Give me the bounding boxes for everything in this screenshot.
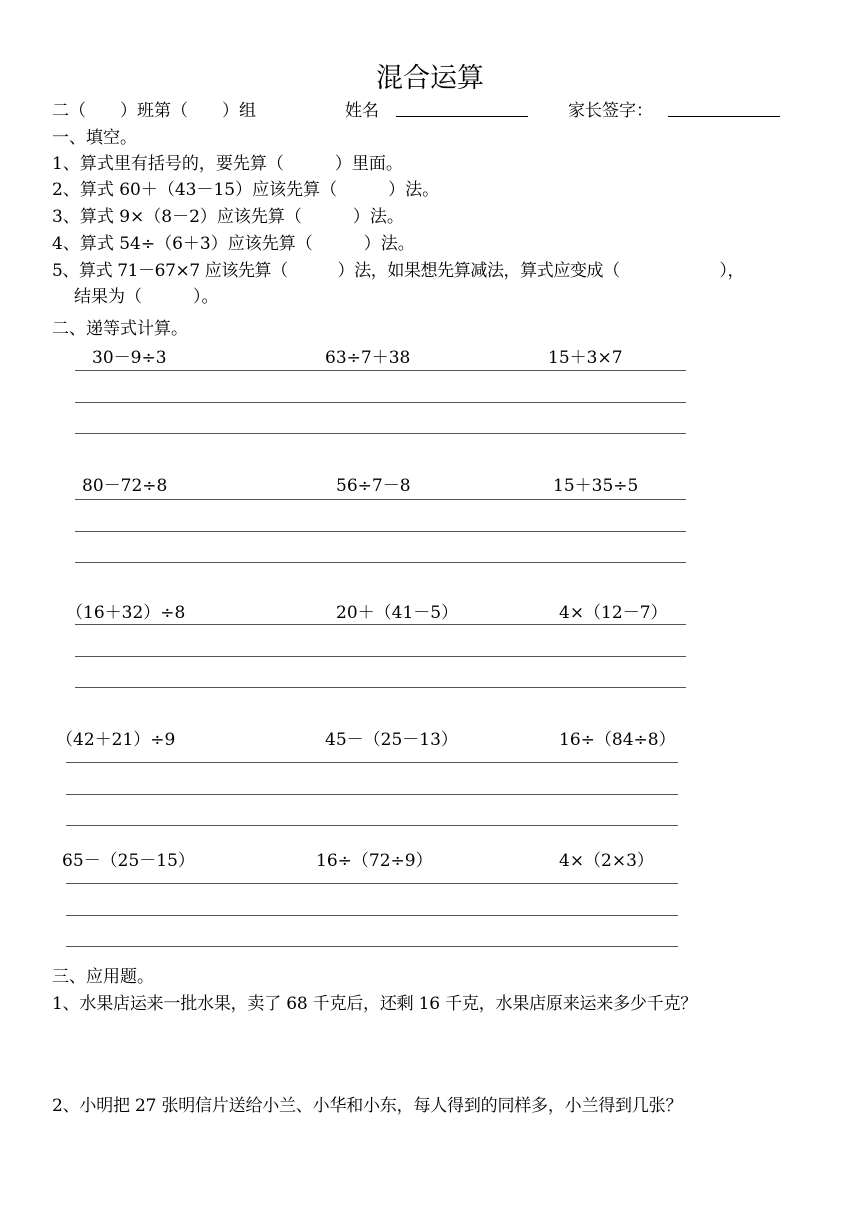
fill-question-4: 4、算式 54÷（6＋3）应该先算（ ）法。 xyxy=(52,234,415,254)
answer-line xyxy=(75,370,686,371)
calc-expression: 15＋3×7 xyxy=(548,348,623,368)
calc-expression: 80－72÷8 xyxy=(82,476,168,496)
word-problem-2: 2、小明把 27 张明信片送给小兰、小华和小东，每人得到的同样多，小兰得到几张？ xyxy=(52,1096,683,1116)
answer-line xyxy=(66,915,678,916)
parent-sign-blank[interactable] xyxy=(668,116,780,117)
class-group-label: 二（ ）班第（ ）组 xyxy=(52,101,256,121)
calc-expression: 4×（2×3） xyxy=(559,851,654,871)
calc-expression: 65－（25－15） xyxy=(62,851,195,871)
section1-heading: 一、填空。 xyxy=(52,128,137,148)
calc-expression: 56÷7－8 xyxy=(336,476,411,496)
section3-heading: 三、应用题。 xyxy=(52,967,154,987)
calc-expression: 30－9÷3 xyxy=(92,348,167,368)
fill-question-5: 5、算式 71－67×7 应该先算（ ）法，如果想先算减法，算式应变成（ ）， xyxy=(52,261,745,281)
fill-question-1: 1、算式里有括号的，要先算（ ）里面。 xyxy=(52,154,403,174)
parent-sign-label: 家长签字： xyxy=(568,101,653,121)
answer-line xyxy=(66,946,678,947)
answer-line xyxy=(75,531,686,532)
calc-expression: 45－（25－13） xyxy=(325,730,458,750)
calc-expression: （16＋32）÷8 xyxy=(66,603,186,623)
answer-line xyxy=(66,825,678,826)
calc-expression: 16÷（84÷8） xyxy=(559,730,676,750)
calc-expression: 16÷（72÷9） xyxy=(316,851,433,871)
word-problem-1: 1、水果店运来一批水果，卖了 68 千克后，还剩 16 千克，水果店原来运来多少千克？ xyxy=(52,994,698,1014)
answer-line xyxy=(66,794,678,795)
answer-line xyxy=(66,883,678,884)
answer-line xyxy=(75,433,686,434)
answer-line xyxy=(75,499,686,500)
name-blank[interactable] xyxy=(396,116,528,117)
answer-line xyxy=(75,562,686,563)
answer-line xyxy=(75,624,686,625)
calc-expression: （42＋21）÷9 xyxy=(56,730,176,750)
page-title: 混合运算 xyxy=(376,63,484,94)
calc-expression: 63÷7＋38 xyxy=(325,348,411,368)
answer-line xyxy=(75,687,686,688)
answer-line xyxy=(75,656,686,657)
answer-line xyxy=(75,402,686,403)
name-label: 姓名 xyxy=(345,101,379,121)
calc-expression: 4×（12－7） xyxy=(559,603,668,623)
fill-question-3: 3、算式 9×（8－2）应该先算（ ）法。 xyxy=(52,207,404,227)
fill-question-2: 2、算式 60＋（43－15）应该先算（ ）法。 xyxy=(52,180,440,200)
section2-heading: 二、递等式计算。 xyxy=(52,319,188,339)
answer-line xyxy=(66,762,678,763)
calc-expression: 15＋35÷5 xyxy=(553,476,639,496)
fill-question-5-result: 结果为（ ）。 xyxy=(74,287,219,307)
calc-expression: 20＋（41－5） xyxy=(336,603,459,623)
